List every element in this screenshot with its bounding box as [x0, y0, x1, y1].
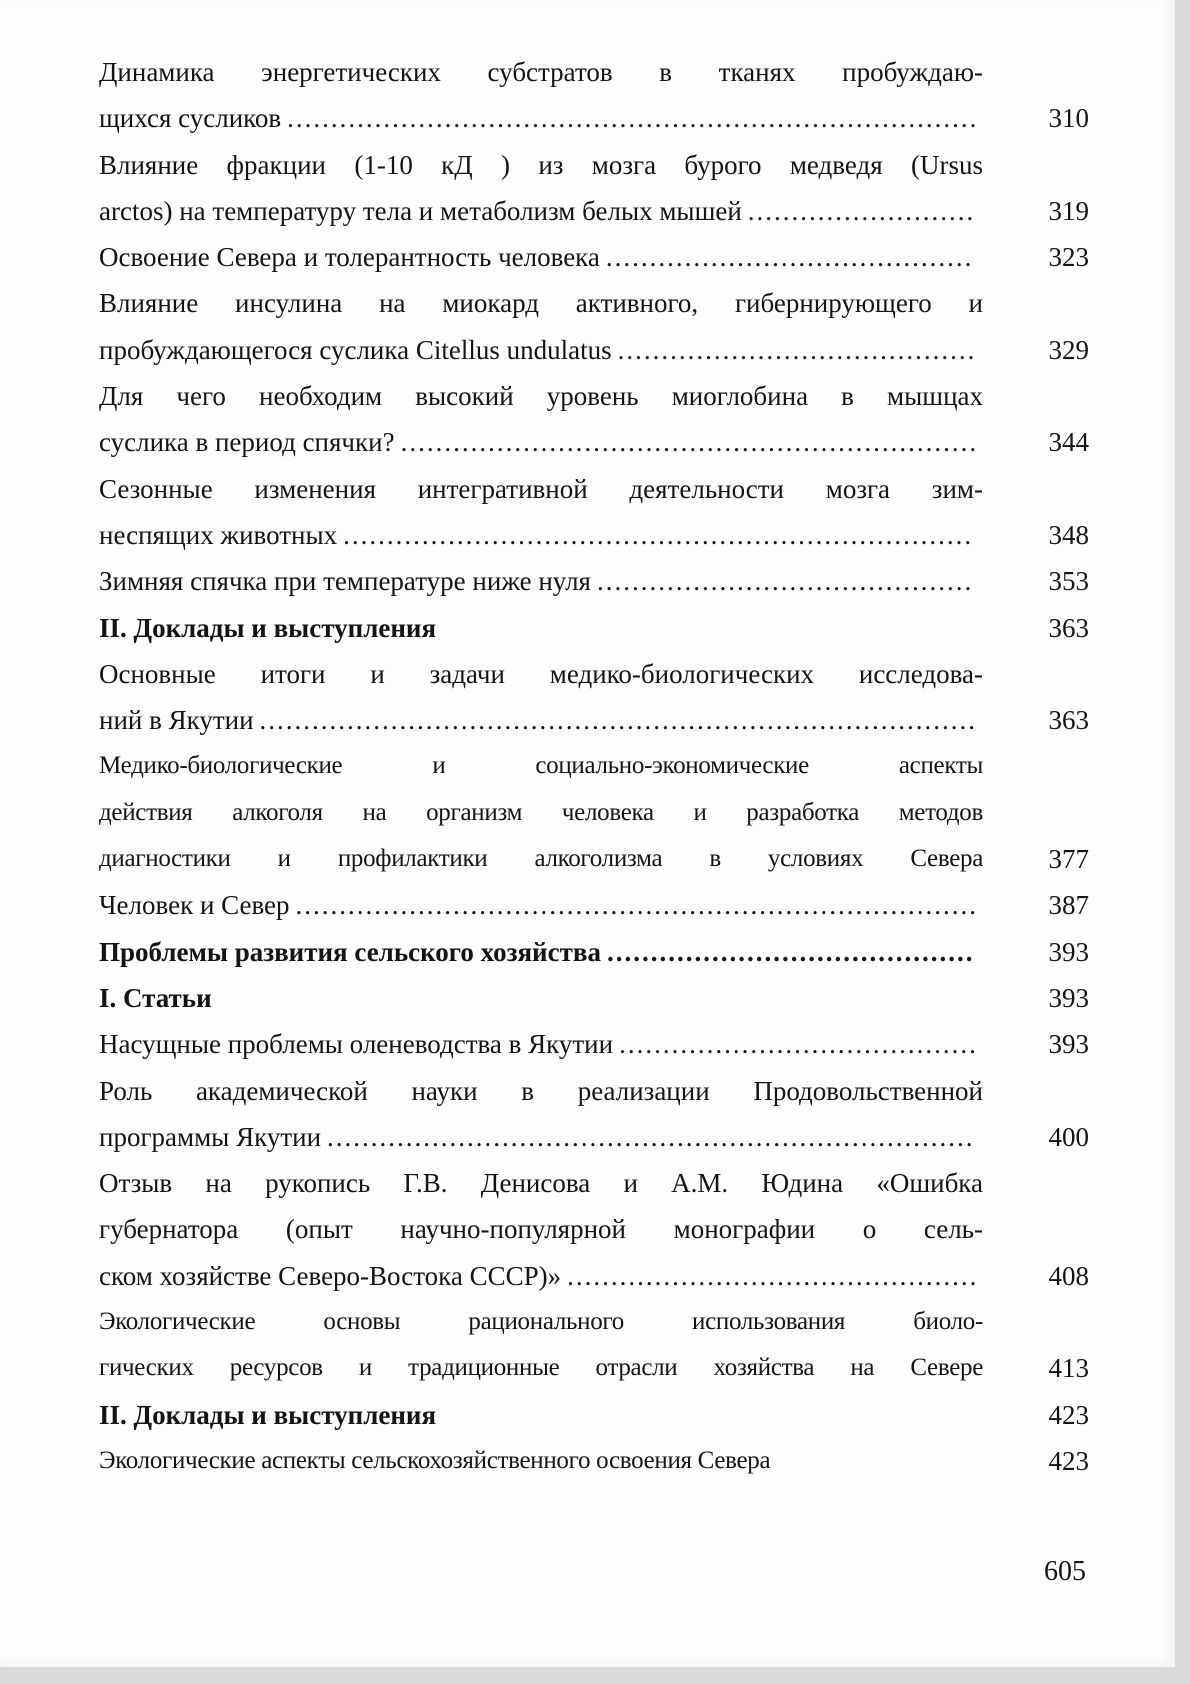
toc-entry	[99, 234, 1089, 280]
toc-entry	[99, 1299, 1089, 1392]
toc-page-number: 329	[1048, 334, 1089, 365]
toc-entry-title: ском хозяйстве Северо-Востока СССР)»	[99, 1260, 562, 1291]
dot-leader	[327, 1114, 975, 1160]
toc-entry-title: суслика в период спячки?	[99, 427, 395, 458]
toc-entry	[99, 882, 1089, 928]
toc-entry-title: неспящих животных	[99, 519, 338, 550]
toc-entry	[99, 743, 1089, 882]
dot-leader	[260, 697, 975, 743]
toc-page-number: 323	[1048, 242, 1089, 273]
toc-entry-line: Сезонные изменения интегративной деятельности мозга зим-	[99, 473, 983, 504]
toc-section-heading	[99, 929, 1089, 975]
toc-entry-title: Зимняя спячка при температуре ниже нуля	[99, 566, 591, 597]
table-of-contents	[99, 49, 1089, 1484]
toc-page-number: 353	[1048, 566, 1089, 597]
toc-entry-title: программы Якутии	[99, 1121, 322, 1152]
toc-entry-line: Экологические основы рационального использования биоло-	[99, 1308, 983, 1336]
toc-page-number: 413	[1048, 1353, 1089, 1384]
dot-leader	[296, 882, 975, 928]
toc-entry-line: Влияние инсулина на миокард активного, гибернирующего и	[99, 288, 983, 319]
toc-entry	[99, 558, 1089, 604]
toc-entry-title: Освоение Севера и толерантность человека	[99, 242, 600, 273]
toc-entry-line: Влияние фракции (1-10 кД ) из мозга бурого медведя (Ursus	[99, 149, 983, 180]
toc-entry-line: гических ресурсов и традиционные отрасли хозяйства на Севере	[99, 1354, 983, 1382]
toc-page-number: 423	[1048, 1399, 1089, 1430]
toc-entry-line	[99, 1253, 983, 1299]
toc-page-number: 387	[1048, 890, 1089, 921]
toc-entry-title: Насущные проблемы оленеводства в Якутии	[99, 1029, 614, 1060]
dot-leader	[618, 327, 975, 373]
toc-entry-line	[99, 882, 983, 928]
toc-page-number: 408	[1048, 1260, 1089, 1291]
toc-entry-title: arctos) на температуру тела и метаболизм белых мышей	[99, 195, 742, 226]
toc-entry-title: ний в Якутии	[99, 705, 254, 736]
toc-entry-title: щихся сусликов	[99, 103, 282, 134]
dot-leader	[748, 188, 975, 234]
page-number: 605	[1044, 1556, 1086, 1587]
toc-entry-line: Динамика энергетических субстратов в тканях пробуждаю-	[99, 57, 983, 87]
toc-page-number: 363	[1048, 612, 1089, 643]
toc-entry-line: диагностики и профилактики алкоголизма в условиях Севера	[99, 845, 983, 873]
toc-page-number: 377	[1048, 844, 1089, 875]
dot-leader	[619, 1021, 975, 1067]
toc-entry-line: Медико-биологические и социально-экономические аспекты	[99, 752, 983, 780]
toc-entry-line	[99, 512, 983, 558]
toc-entry-line: Отзыв на рукопись Г.В. Денисова и А.М. Юдина «Ошибка	[99, 1168, 983, 1199]
dot-leader	[567, 1253, 975, 1299]
toc-entry-line	[99, 234, 983, 280]
toc-section-heading	[99, 975, 1089, 1021]
toc-entry-line	[99, 929, 983, 975]
toc-page-number: 348	[1048, 519, 1089, 550]
toc-section-heading	[99, 1392, 1089, 1438]
toc-entry	[99, 1160, 1089, 1299]
toc-page-number: 393	[1048, 936, 1089, 967]
toc-entry	[99, 142, 1089, 235]
toc-entry-line	[99, 1021, 983, 1067]
toc-entry-title: пробуждающегося суслика Citellus undulatus	[99, 334, 612, 365]
toc-entry	[99, 1068, 1089, 1161]
toc-entry-line: действия алкоголя на организм человека и разработка методов	[99, 798, 983, 826]
toc-page-number: 423	[1048, 1445, 1089, 1476]
toc-page-number: 344	[1048, 427, 1089, 458]
toc-entry-line: II. Доклады и выступления	[99, 612, 437, 643]
toc-page-number: 363	[1048, 705, 1089, 736]
toc-entry	[99, 1438, 1089, 1484]
toc-entry-line: Экологические аспекты сельскохозяйственного освоения Севера	[99, 1446, 771, 1474]
toc-page-number: 310	[1048, 103, 1089, 134]
toc-page-number: 319	[1048, 195, 1089, 226]
dot-leader	[607, 929, 975, 975]
toc-entry	[99, 373, 1089, 466]
dot-leader	[287, 95, 975, 141]
toc-entry-line: I. Статьи	[99, 982, 212, 1013]
toc-entry-line	[99, 188, 983, 234]
dot-leader	[401, 419, 975, 465]
toc-page-number: 393	[1048, 982, 1089, 1013]
dot-leader	[343, 512, 975, 558]
toc-entry-title: Проблемы развития сельского хозяйства	[99, 936, 601, 967]
toc-entry-line: губернатора (опыт научно-популярной монографии о сель-	[99, 1214, 983, 1245]
toc-section-heading	[99, 605, 1089, 651]
toc-entry-line: II. Доклады и выступления	[99, 1399, 437, 1430]
toc-entry-line	[99, 697, 983, 743]
toc-entry	[99, 466, 1089, 559]
toc-entry-line	[99, 1114, 983, 1160]
toc-entry	[99, 49, 1089, 142]
toc-entry	[99, 651, 1089, 744]
toc-entry-line: Для чего необходим высокий уровень миоглобина в мышцах	[99, 381, 983, 412]
toc-entry-title: Человек и Север	[99, 890, 290, 921]
toc-entry	[99, 280, 1089, 373]
toc-page-number: 400	[1048, 1121, 1089, 1152]
toc-entry	[99, 1021, 1089, 1067]
toc-entry-line: Роль академической науки в реализации Продовольственной	[99, 1075, 983, 1106]
toc-entry-line	[99, 558, 983, 604]
toc-entry-line	[99, 327, 983, 373]
toc-page-number: 393	[1048, 1029, 1089, 1060]
toc-entry-line	[99, 419, 983, 465]
dot-leader	[597, 558, 975, 604]
toc-entry-line	[99, 95, 983, 141]
dot-leader	[606, 234, 975, 280]
toc-entry-line: Основные итоги и задачи медико-биологических исследова-	[99, 658, 983, 689]
